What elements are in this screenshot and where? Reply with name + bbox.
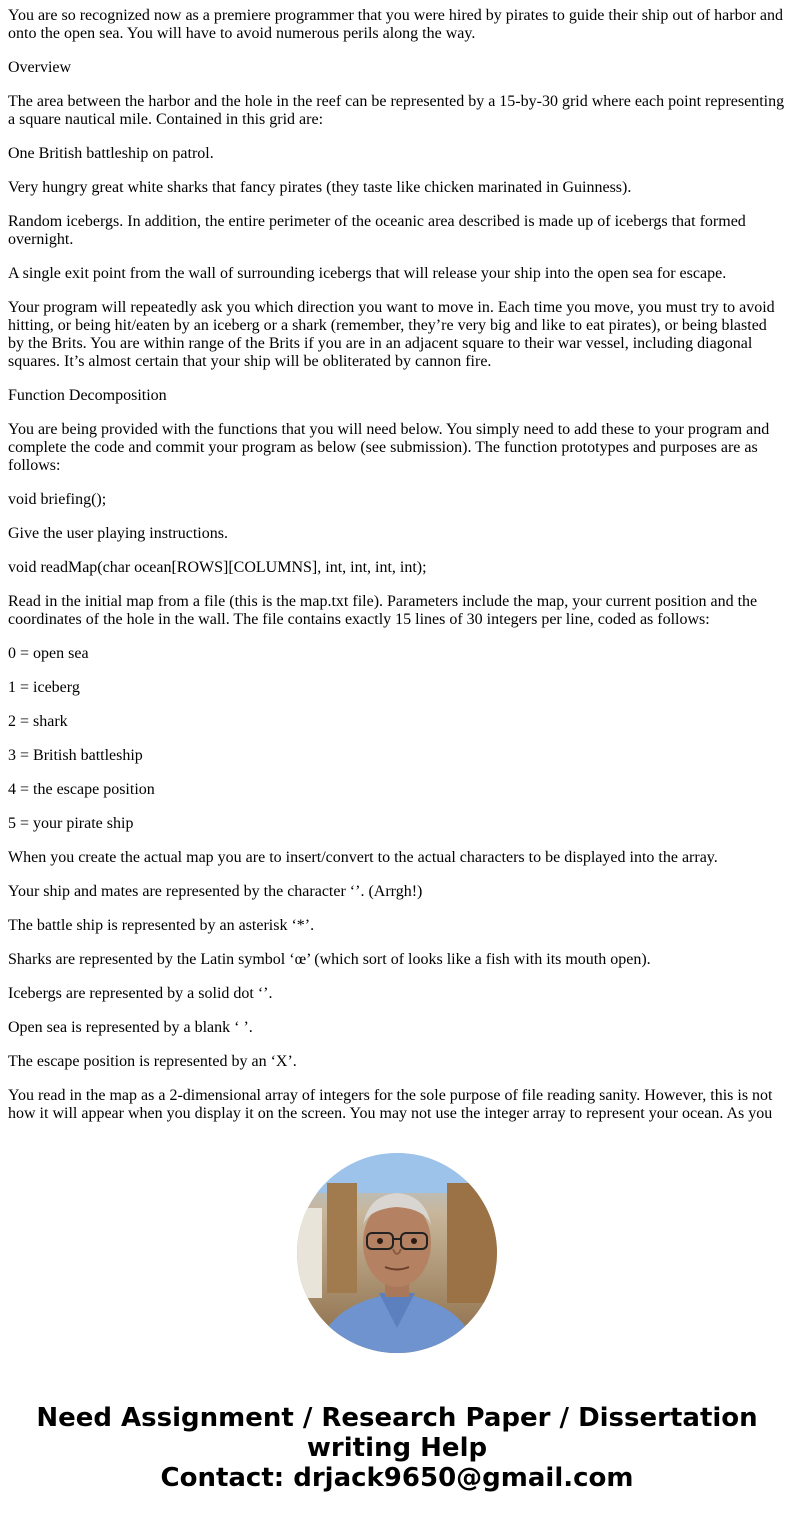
paragraph: Icebergs are represented by a solid dot ‘’.	[8, 985, 273, 1002]
contact-line: writing Help	[306, 1433, 488, 1463]
paragraph: The escape position is represented by an ‘X’.	[8, 1053, 297, 1070]
code-legend-item: 1 = iceberg	[8, 679, 80, 696]
code-prototype: void briefing();	[8, 491, 107, 508]
paragraph: You are being provided with the functions that you will need below. You simply need to add these to your program and complete the code and commit your program as below (see submission). The function prototypes and purposes are as follows:	[8, 421, 770, 474]
section-heading: Function Decomposition	[8, 387, 167, 404]
code-legend-item: 4 = the escape position	[8, 781, 155, 798]
paragraph: The area between the harbor and the hole in the reef can be represented by a 15-by-30 grid where each point representing a square nautical mile. Contained in this grid are:	[8, 93, 785, 128]
paragraph: Very hungry great white sharks that fancy pirates (they taste like chicken marinated in Guinness).	[8, 179, 632, 196]
paragraph: One British battleship on patrol.	[8, 145, 214, 162]
paragraph: Open sea is represented by a blank ‘ ’.	[8, 1019, 253, 1036]
code-legend-item: 5 = your pirate ship	[8, 815, 134, 832]
paragraph: Your program will repeatedly ask you which direction you want to move in. Each time you move, you must try to avoid hitting, or being hit/eaten by an iceberg or a shark (remember, they’re very big and like to eat pirates), or being blasted by the Brits. You are within range of the Brits if you are in an adjacent square to their war vessel, including diagonal squares. It’s almost certain that your ship will be obliterated by cannon fire.	[8, 299, 775, 370]
code-prototype: void readMap(char ocean[ROWS][COLUMNS], int, int, int, int);	[8, 559, 427, 576]
paragraph: When you create the actual map you are to insert/convert to the actual characters to be displayed into the array.	[8, 849, 718, 866]
contact-email: Contact: drjack9650@gmail.com	[160, 1463, 634, 1493]
paragraph: Your ship and mates are represented by the character ‘’. (Arrgh!)	[8, 883, 423, 900]
code-legend-item: 3 = British battleship	[8, 747, 143, 764]
paragraph: You are so recognized now as a premiere programmer that you were hired by pirates to guide their ship out of harbor and onto the open sea. You will have to avoid numerous perils along the way.	[8, 7, 784, 42]
author-avatar	[297, 1153, 497, 1353]
paragraph: Sharks are represented by the Latin symbol ‘œ’ (which sort of looks like a fish with its mouth open).	[8, 951, 651, 968]
code-legend-item: 0 = open sea	[8, 645, 89, 662]
article-body	[8, 0, 786, 1122]
paragraph: You read in the map as a 2-dimensional array of integers for the sole purpose of file reading sanity. However, this is not how it will appear when you display it on the screen. You may not use the integer array to represent your ocean. As you	[8, 1087, 773, 1122]
paragraph: The battle ship is represented by an asterisk ‘*’.	[8, 917, 315, 934]
paragraph: Read in the initial map from a file (this is the map.txt file). Parameters include the map, your current position and the coordinates of the hole in the wall. The file contains exactly 15 lines of 30 integers per line, coded as follows:	[8, 593, 758, 628]
section-heading: Overview	[8, 59, 72, 76]
paragraph: A single exit point from the wall of surrounding icebergs that will release your ship into the open sea for escape.	[8, 265, 727, 282]
code-legend-item: 2 = shark	[8, 713, 68, 730]
contact-line: Need Assignment / Research Paper / Dissertation	[36, 1403, 758, 1433]
paragraph: Give the user playing instructions.	[8, 525, 228, 542]
contact-banner	[0, 1403, 794, 1493]
paragraph: Random icebergs. In addition, the entire perimeter of the oceanic area described is made up of icebergs that formed overnight.	[8, 213, 746, 248]
